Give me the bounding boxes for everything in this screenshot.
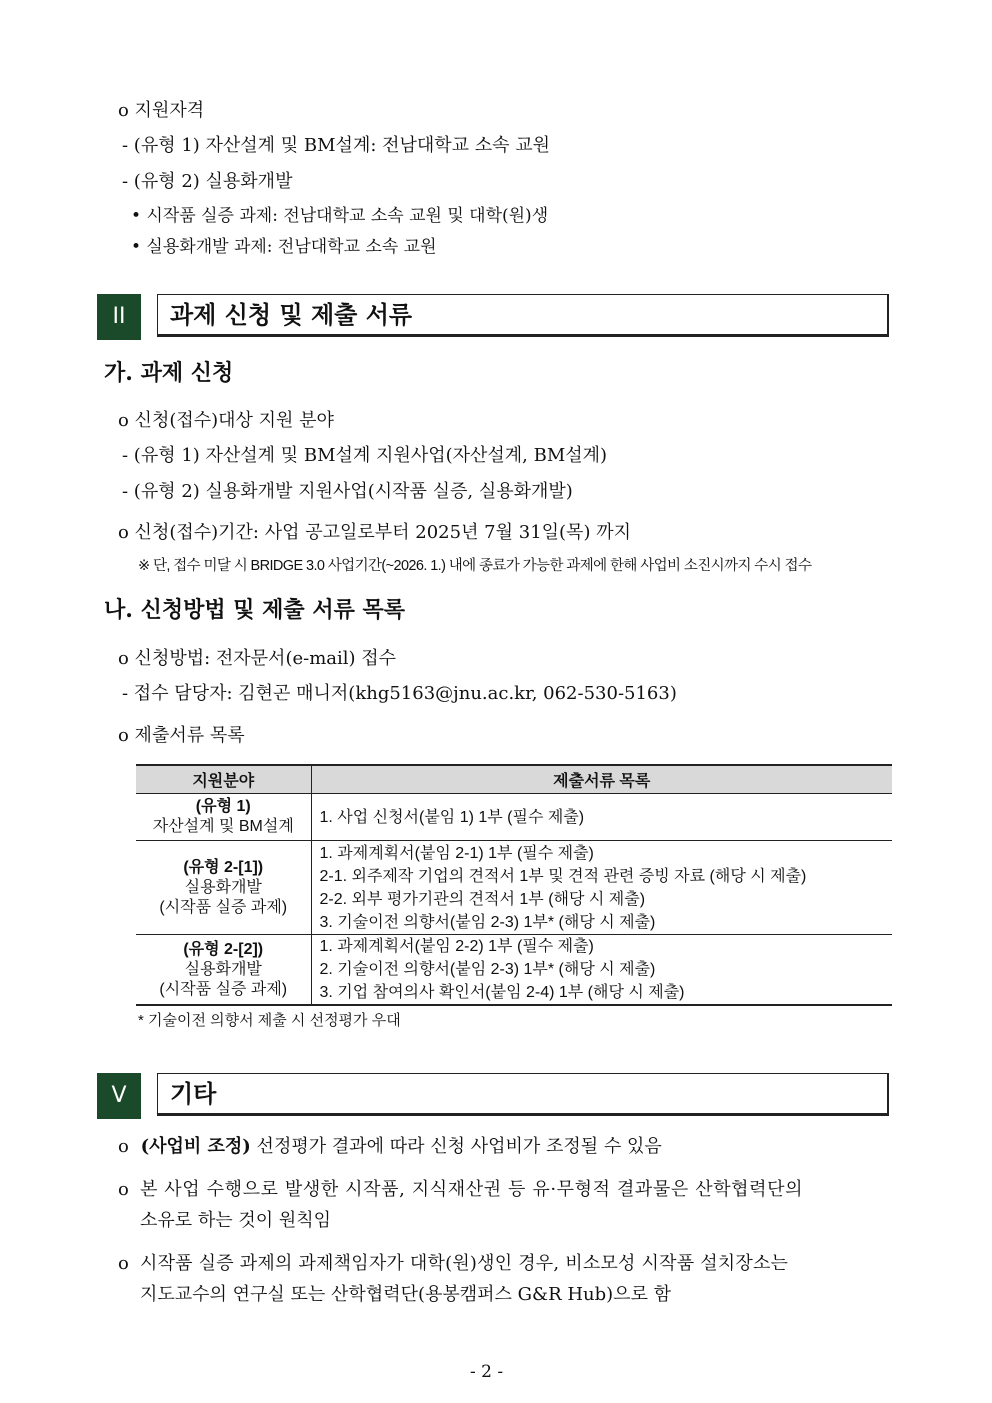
document-item: 1. 과제계획서(붙임 2-1) 1부 (필수 제출) (319, 844, 594, 862)
budget-label: (사업비 조정) (140, 1136, 251, 1157)
category-type: (유형 2-[2]) (183, 940, 264, 958)
category-line: 실용화개발 (184, 878, 262, 896)
field-item-type1: - (유형 1) 자산설계 및 BM설계 지원사업(자산설계, BM설계) (122, 445, 608, 466)
table-cell-documents (311, 841, 892, 935)
period-note: ※ 단, 접수 미달 시 BRIDGE 3.0 사업기간(~2026. 1.) 내에 종료가 가능한 과제에 한해 사업비 소진시까지 수시 접수 (138, 558, 812, 574)
section-5-title: 기타 (170, 1080, 217, 1108)
table-header-row (136, 765, 892, 794)
eligibility-bullet-prototype: • 시작품 실증 과제: 전남대학교 소속 교원 및 대학(원)생 (131, 206, 549, 226)
section-5-number: V (97, 1073, 141, 1119)
field-heading: o 신청(접수)대상 지원 분야 (118, 410, 334, 431)
table-row (136, 841, 892, 935)
contact-line: - 접수 담당자: 김현곤 매니저(khg5163@jnu.ac.kr, 062-530-5163) (122, 683, 677, 704)
budget-text: 선정평가 결과에 따라 신청 사업비가 조정될 수 있음 (250, 1136, 662, 1157)
document-item: 2-1. 외주제작 기업의 견적서 1부 및 견적 관련 증빙 자료 (해당 시 제출) (319, 867, 807, 885)
page-number: - 2 - (470, 1362, 504, 1382)
category-line: (시작품 실증 과제) (159, 980, 288, 998)
ownership-bullet: o (118, 1179, 129, 1200)
eligibility-type2: - (유형 2) 실용화개발 (122, 171, 293, 192)
category-line: (시작품 실증 과제) (159, 898, 288, 916)
table-row (136, 794, 892, 841)
period-line: o 신청(접수)기간: 사업 공고일로부터 2025년 7월 31일(목) 까지 (118, 522, 631, 543)
table-header-field: 지원분야 (136, 765, 311, 794)
section-2-title: 과제 신청 및 제출 서류 (170, 301, 413, 329)
ownership-line-2: 소유로 하는 것이 원칙임 (140, 1210, 332, 1231)
eligibility-bullet-commercialization: • 실용화개발 과제: 전남대학교 소속 교원 (131, 237, 437, 257)
docs-heading: o 제출서류 목록 (118, 725, 245, 746)
category-line: 자산설계 및 BM설계 (152, 818, 294, 835)
category-line: 실용화개발 (184, 960, 262, 978)
field-item-type2: - (유형 2) 실용화개발 지원사업(시작품 실증, 실용화개발) (122, 481, 573, 502)
section-2-number: II (97, 294, 141, 340)
subsection-a-heading: 가. 과제 신청 (104, 360, 234, 386)
subsection-b-heading: 나. 신청방법 및 제출 서류 목록 (104, 597, 405, 623)
table-cell-documents (311, 794, 892, 841)
table-header-documents: 제출서류 목록 (311, 765, 892, 794)
table-cell-category (136, 935, 311, 1006)
ownership-line-1: 본 사업 수행으로 발생한 시작품, 지식재산권 등 유·무형적 결과물은 산학협력단의 (140, 1179, 804, 1200)
bullet: o (118, 1136, 129, 1157)
eligibility-heading: o 지원자격 (118, 100, 205, 121)
document-item: 1. 사업 신청서(붙임 1) 1부 (필수 제출) (319, 808, 585, 826)
document-item: 2. 기술이전 의향서(붙임 2-3) 1부* (해당 시 제출) (319, 961, 656, 978)
table-cell-category (136, 794, 311, 841)
category-type: (유형 2-[1]) (183, 858, 264, 876)
location-line-1: 시작품 실증 과제의 과제책임자가 대학(원)생인 경우, 비소모성 시작품 설치장소는 (140, 1253, 789, 1274)
document-item: 1. 과제계획서(붙임 2-2) 1부 (필수 제출) (319, 938, 594, 955)
submission-documents-table (136, 764, 892, 1006)
section-5-title-box (157, 1073, 889, 1116)
section-2-title-box (157, 294, 889, 337)
table-row (136, 935, 892, 1006)
document-item: 2-2. 외부 평가기관의 견적서 1부 (해당 시 제출) (319, 890, 646, 908)
section-5-header (97, 1073, 891, 1119)
document-item: 3. 기업 참여의사 확인서(붙임 2-4) 1부 (해당 시 제출) (319, 984, 685, 1001)
location-line-2: 지도교수의 연구실 또는 산학협력단(용봉캠퍼스 G&R Hub)으로 함 (140, 1284, 672, 1305)
table-cell-category (136, 841, 311, 935)
section-2-header (97, 294, 891, 340)
table-cell-documents (311, 935, 892, 1006)
budget-item (118, 1135, 662, 1159)
eligibility-type1: - (유형 1) 자산설계 및 BM설계: 전남대학교 소속 교원 (122, 135, 551, 156)
document-item: 3. 기술이전 의향서(붙임 2-3) 1부* (해당 시 제출) (319, 913, 656, 931)
method-line: o 신청방법: 전자문서(e-mail) 접수 (118, 648, 397, 669)
category-type: (유형 1) (195, 798, 251, 815)
table-footnote: * 기술이전 의향서 제출 시 선정평가 우대 (138, 1012, 401, 1029)
location-bullet: o (118, 1253, 129, 1274)
